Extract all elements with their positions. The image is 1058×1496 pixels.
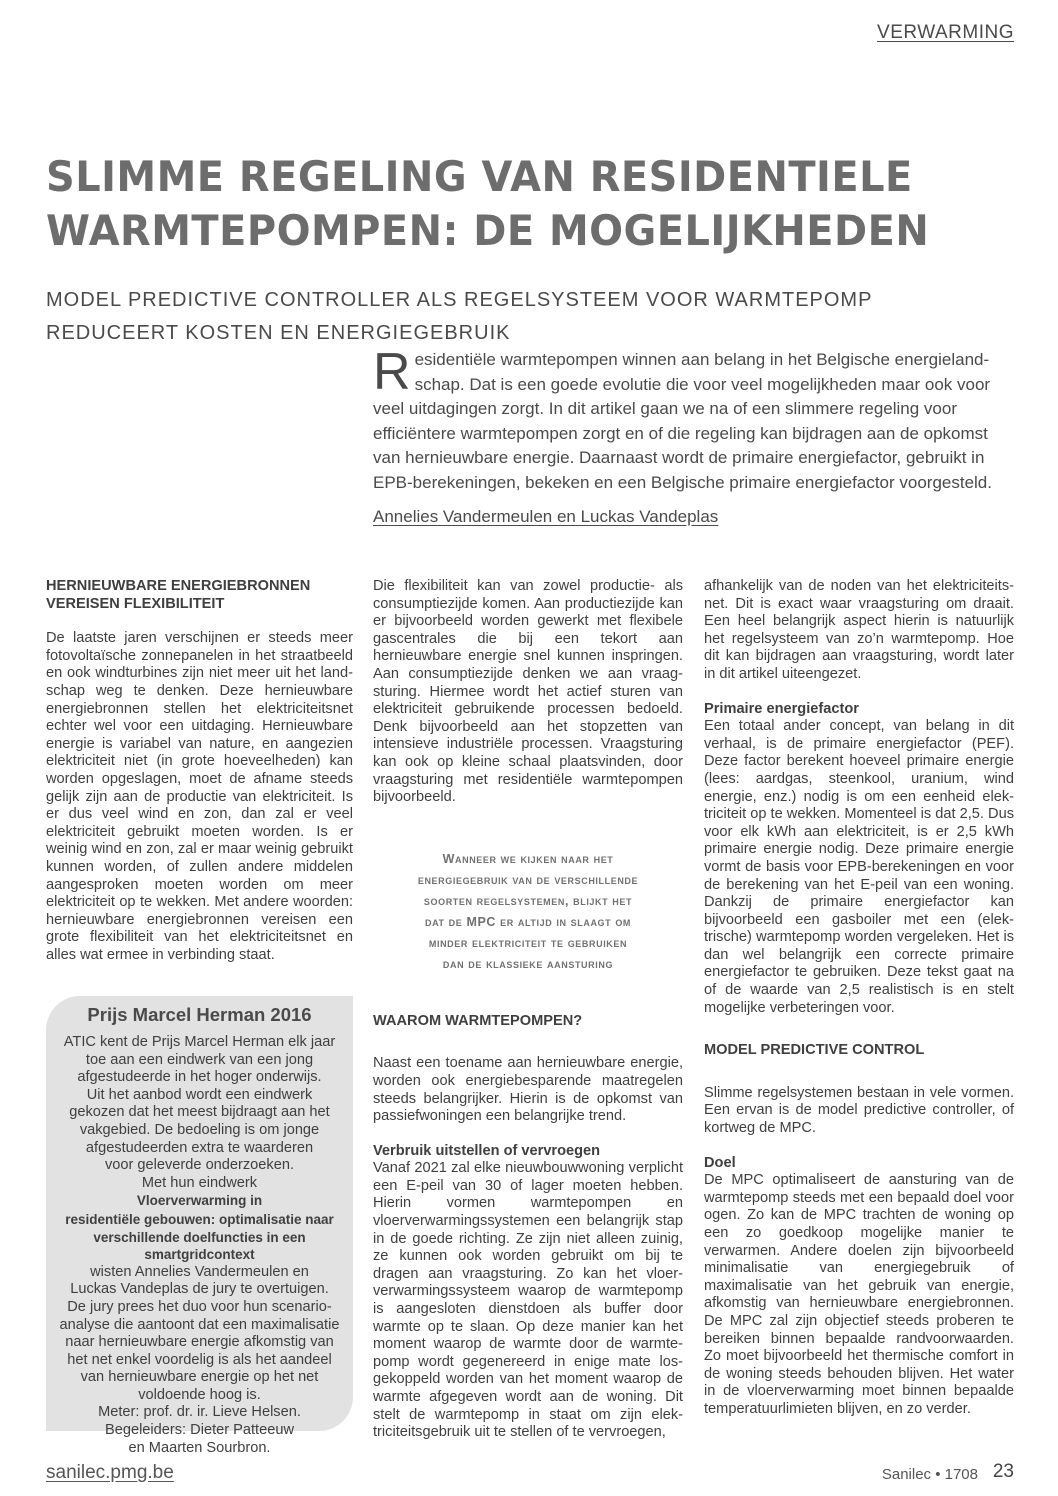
prize-work-title: verschillende doelfuncties in een smartgridcontext <box>93 1229 306 1263</box>
quote-line: Wanneer we kijken naar het <box>442 851 614 866</box>
quote-line: energiegebruik van de verschillende <box>417 872 639 887</box>
prize-line: vakgebied. De bedoeling is om jonge <box>79 1121 320 1138</box>
prize-line: afgestudeerde in het hoger onderwijs. <box>77 1069 322 1086</box>
prize-line: analyse die aantoont dat een maximalisatie <box>59 1316 340 1333</box>
col1-paragraph-1: De laatste jaren verschijnen er steeds meer fotovoltaïsche zonnepanelen in het straatbeeld en ook windturbines zijn niet meer uit het landschap weg te denken. Deze hernieuwbare energiebronnen stellen het elektriciteitsnet echter wel voor een uitdaging. Hernieuwbare energie is variabel van nature, en aangezien elektriciteit niet (in grote hoeveelheden) kan worden opgeslagen, moet de afname steeds gelijk zijn aan de productie van elektriciteit. Is er dus veel wind en zon, dan zal er veel elektriciteit gebruikt moeten worden. Is er weinig wind en zon, zal er maar weinig gebruikt kunnen worden, of zullen andere middelen aangesproken moeten worden om meer elektriciteit op te wekken. Met andere woorden: hernieuwbare energiebronnen vereisen een grote flexibiliteit van het elektriciteitsnet en alles wat ermee in verbinding staat. <box>46 630 353 963</box>
prize-work-prefix: Met hun eindwerk <box>141 1174 258 1191</box>
subheading-postpone-consumption: Verbruik uitstellen of vervroegen <box>373 1142 601 1159</box>
prize-jury-meter: Meter: prof. dr. ir. Lieve Helsen. <box>98 1404 301 1421</box>
col3-paragraph-3: Slimme regelsystemen bestaan in vele vormen. Een ervan is de model predictive controller, of kortweg de MPC. <box>704 1084 1014 1137</box>
intro-text: esidentiële warmtepompen winnen aan belang in het Belgische energielandschap. Dat is een goede evolutie die voor veel mogelijkheden maar ook voor veel uitdagingen zorgt. In dit artikel gaan we na of een slimmere regeling voor efficiëntere warmtepompen zorgt en of die regeling kan bijdragen aan de opkomst van hernieuwbare energie. Daarnaast wordt de primaire energiefactor, gebruikt in EPB-berekeningen, bekeken en een Belgische primaire energiefactor voorgesteld. <box>373 350 992 492</box>
quote-line: minder elektriciteit te gebruiken <box>428 935 628 950</box>
prize-line: toe aan een eindwerk van een jong <box>85 1051 314 1068</box>
col3-paragraph-4: De MPC optimaliseert de aansturing van de warmtepomp steeds met een bepaald doel voor ogen. Zo kan de MPC trachten de woning op een zo goedkoop mogelijke manier te verwarmen. Andere doelen zijn bijvoorbeeld minimalisatie van energiegebruik of maximalisatie van het gebruik van energie, afkomstig van hernieuwbare energiebronnen. De MPC zal zijn objectief steeds proberen te bereiken binnen bepaalde randvoorwaarden. Zo moet bijvoorbeeld het thermische comfort in de woning steeds behouden blijven. Het water in de vloerverwarming moet binnen bepaalde temperatuurlimieten blijven, en zo verder. <box>704 1172 1014 1417</box>
prize-title: Prijs Marcel Herman 2016 <box>87 1004 312 1025</box>
prize-line: afgestudeerden extra te waarderen <box>85 1139 314 1156</box>
prize-line: Luckas Vandeplas de jury te overtuigen. <box>70 1281 329 1298</box>
page-number: 23 <box>992 1461 1014 1482</box>
prize-line: gekozen dat het meest bijdraagt aan het <box>69 1104 330 1121</box>
quote-line: dat de MPC er altijd in slaagt om <box>424 914 632 929</box>
author-byline: Annelies Vandermeulen en Luckas Vandeplas <box>373 507 719 526</box>
prize-line: het net enkel voordelig is als het aandeel <box>67 1351 332 1368</box>
section-heading-mpc: MODEL PREDICTIVE CONTROL <box>704 1042 925 1059</box>
subtitle-line-1: MODEL PREDICTIVE CONTROLLER ALS REGELSYSTEEM VOOR WARMTEPOMP <box>46 289 873 311</box>
prize-line: De jury prees het duo voor hun scenario- <box>67 1298 332 1315</box>
prize-line: naar hernieuwbare energie afkomstig van <box>65 1334 334 1351</box>
title-line-2: WARMTEPOMPEN: DE MOGELIJKHEDEN <box>46 206 930 255</box>
prize-sidebar-box <box>46 996 353 1456</box>
prize-line: van hernieuwbare energie op het net <box>80 1369 319 1386</box>
column-3 <box>704 578 1014 1419</box>
intro-paragraph <box>373 343 1018 495</box>
footer-website-link[interactable]: sanilec.pmg.be <box>46 1462 174 1483</box>
article-subtitle <box>46 284 1026 350</box>
prize-line: Uit het aanbod wordt een eindwerk <box>86 1086 313 1103</box>
quote-line: dan de klassieke aansturing <box>442 956 614 971</box>
col3-paragraph-2: Een totaal ander concept, van belang in dit verhaal, is de primaire energiefactor (PEF). Deze factor berekent hoeveel primaire energie (lees: aardgas, steenkool, uranium, wind energie, enz.) nodig is om een eenheid elektriciteit op te wekken. Momenteel is dat 2,5. Dus voor elk kWh aan elektriciteit, is er 2,5 kWh primaire energie nodig. Deze primaire energie vormt de basis voor EPB-berekeningen en voor de berekening van het E-peil van een woning. Dankzij de primaire energiefactor kan bijvoorbeeld een gasboiler met een (elektrische) warmtepomp worden vergeleken. Het is dan wel belangrijk een correcte primaire energiefactor te gebruiken. Deze tekst gaat na of de waarde van 2,5 realistisch is en stelt mogelijke verbeteringen voor. <box>704 718 1014 1016</box>
col2-paragraph-1: Die flexibiliteit kan van zowel productie- als consumptiezijde komen. Aan productiezijde kan er bijvoorbeeld worden gewerkt met flexibele gascentrales die bij een tekort aan hernieuwbare energie snel kunnen inspringen. Aan consumptiezijde denken we aan vraagsturing. Hiermee wordt het actief sturen van elektriciteit gebruikende processen bedoeld. Denk bijvoorbeeld aan het stopzetten van intensieve industriële processen. Vraagsturing kan ook op kleine schaal plaatsvinden, door vraagsturing met residentiële warmtepompen bijvoorbeeld. <box>373 578 683 806</box>
prize-work-title: residentiële gebouwen: optimalisatie naar <box>65 1211 334 1227</box>
col3-paragraph-1: afhankelijk van de noden van het elektriciteitsnet. Dit is exact waar vraagsturing om draait. Een heel belangrijk aspect hierin is natuurlijk het regelsysteem van zo’n warmtepomp. Hoe dit kan bijdragen aan vraagsturing, wordt later in dit artikel uiteengezet. <box>704 578 1014 682</box>
column-2 <box>373 578 683 1442</box>
prize-work-title: Vloerverwarming in <box>136 1193 263 1209</box>
subtitle-line-2: REDUCEERT KOSTEN EN ENERGIEGEBRUIK <box>46 322 511 344</box>
section-heading-why-heat-pumps: WAAROM WARMTEPOMPEN? <box>373 1012 583 1029</box>
section-heading-flexibility: HERNIEUWBARE ENERGIEBRONNEN VEREISEN FLEXIBILITEIT <box>46 578 311 612</box>
prize-work-line <box>58 1175 341 1211</box>
prize-jury-advisors: en Maarten Sourbron. <box>128 1439 271 1456</box>
prize-line: voor geleverde onderzoeken. <box>104 1157 295 1174</box>
col2-paragraph-3: Vanaf 2021 zal elke nieuwbouwwoning verplicht een E-peil van 30 of lager moeten hebben. Hierin vormen warmtepompen en vloerverwarmingssystemen een belangrijk stap in de goede richting. Ze zijn niet alleen zuinig, ze kunnen ook worden gebruikt om bij te dragen aan vraagsturing. Zo kan het vloerverwarmingssysteem waarop de warmtepomp is aangesloten dienstdoen als buffer door warmte op te slaan. Op deze manier kan het moment waarop de warmte door de warmtepomp wordt gegenereerd in enige mate losgekoppeld worden van het moment waarop de warmte afgegeven wordt aan de woning. Dit stelt de warmtepomp in staat om zijn elektriciteitsgebruik uit te stellen of te vervroegen, <box>373 1160 683 1441</box>
column-1 <box>46 578 353 964</box>
col2-paragraph-2: Naast een toename aan hernieuwbare energie, worden ook energiebesparende maatregelen steeds belangrijker. Hierin is de opkomst van passiefwoningen een belangrijke trend. <box>373 1055 683 1125</box>
quote-line: soorten regelsystemen, blijkt het <box>423 893 633 908</box>
pull-quote <box>373 849 683 975</box>
subheading-primary-energy-factor: Primaire energiefactor <box>704 700 859 717</box>
subheading-goal: Doel <box>704 1154 736 1171</box>
prize-jury-advisors: Begeleiders: Dieter Patteeuw <box>104 1422 294 1439</box>
title-line-1: SLIMME REGELING VAN RESIDENTIELE <box>46 152 913 201</box>
article-title <box>46 150 977 258</box>
prize-line: wisten Annelies Vandermeulen en <box>90 1263 309 1280</box>
prize-body <box>58 1034 341 1457</box>
section-label: VERWARMING <box>877 22 1014 43</box>
prize-line: ATIC kent de Prijs Marcel Herman elk jaar <box>63 1034 336 1050</box>
footer-issue: Sanilec • 1708 <box>881 1466 978 1483</box>
intro-dropcap: R <box>373 343 411 401</box>
prize-line: voldoende hoog is. <box>138 1386 261 1403</box>
